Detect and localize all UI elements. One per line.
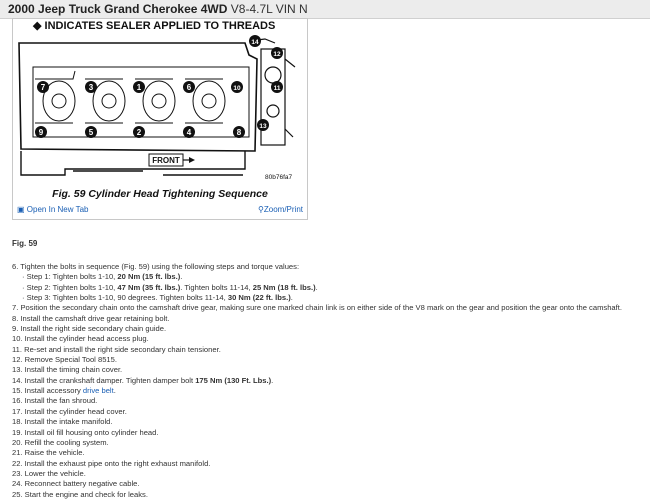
bolt-number: 11 — [273, 85, 281, 92]
step-text: 16. Install the fan shroud. — [12, 396, 98, 406]
procedure-step — [12, 262, 642, 272]
step-text: 9. Install the right side secondary chain guide. — [12, 324, 167, 334]
torque-value: 47 Nm (35 ft. lbs.) — [117, 282, 181, 292]
torque-value: 25 Nm (18 ft. lbs.) — [252, 282, 316, 292]
step-text: . — [290, 293, 293, 303]
step-text: 7. Position the secondary chain onto the camshaft drive gear, making sure one marked chain link is on either side of the V8 mark on the gear and position the gear onto the camshaft. — [12, 303, 622, 313]
procedure-step — [12, 428, 642, 438]
bolt-number: 10 — [233, 85, 241, 92]
bolt-number: 2 — [136, 128, 142, 137]
bolt-number: 7 — [40, 83, 46, 92]
page-header — [0, 0, 650, 19]
bolt-number: 6 — [186, 83, 192, 92]
step-text: 21. Raise the vehicle. — [12, 448, 85, 458]
step-text: 12. Remove Special Tool 8515. — [12, 355, 117, 365]
torque-value: 20 Nm (15 ft. lbs.) — [117, 272, 181, 282]
front-arrow — [149, 154, 195, 166]
step-text: 25. Start the engine and check for leaks. — [12, 489, 148, 499]
procedure-step — [12, 490, 642, 500]
procedure-step — [12, 334, 642, 344]
procedure-step — [12, 386, 642, 396]
bolt-number: 1 — [136, 83, 142, 92]
step-text: 11. Re-set and install the right side secondary chain tensioner. — [12, 344, 221, 354]
procedure-step — [12, 448, 642, 458]
sub-step — [12, 272, 642, 282]
procedure-step — [12, 303, 642, 313]
bolt-number: 14 — [251, 39, 259, 46]
step-text: . Tighten bolts 11-14, — [180, 282, 253, 292]
torque-value: 30 Nm (22 ft. lbs.) — [227, 293, 291, 303]
step-text: 13. Install the timing chain cover. — [12, 365, 123, 375]
bolt-number: 12 — [273, 51, 281, 58]
zoom-print-link[interactable] — [258, 205, 303, 214]
bolt-number: 5 — [88, 128, 94, 137]
procedure-step — [12, 396, 642, 406]
step-text: 17. Install the cylinder head cover. — [12, 406, 127, 416]
step-text: . — [113, 386, 116, 396]
bolt-number: 9 — [38, 128, 44, 137]
figure-caption: Fig. 59 Cylinder Head Tightening Sequence — [52, 188, 268, 200]
procedure-step — [12, 438, 642, 448]
step-text: 15. Install accessory — [12, 386, 83, 396]
procedure-step — [12, 365, 642, 375]
bolt-number: 8 — [236, 128, 242, 137]
step-text: 24. Reconnect battery negative cable. — [12, 479, 140, 489]
procedure-step — [12, 469, 642, 479]
procedure-step — [12, 376, 642, 386]
step-text: . — [315, 282, 318, 292]
torque-value: 175 Nm (130 Ft. Lbs.) — [195, 375, 272, 385]
step-text: 22. Install the exhaust pipe onto the right exhaust manifold. — [12, 458, 211, 468]
step-text: 10. Install the cylinder head access plug. — [12, 334, 149, 344]
drive-belt-link[interactable]: drive belt — [82, 386, 114, 396]
open-tab-label: Open In New Tab — [26, 205, 89, 214]
procedure-step — [12, 355, 642, 365]
bolt-number: 13 — [259, 123, 267, 130]
step-text: · Step 3: Tighten bolts 1-10, 90 degrees. Tighten bolts 11-14, — [22, 293, 228, 303]
zoom-label: Zoom/Print — [263, 205, 303, 214]
procedure-step — [12, 417, 642, 427]
figure-code: 80b76fa7 — [265, 174, 293, 181]
engine-subtitle: V8-4.7L VIN N — [230, 2, 308, 16]
bolt-number: 4 — [186, 128, 192, 137]
procedure-step — [12, 459, 642, 469]
step-text: 14. Install the crankshaft damper. Tighten damper bolt — [12, 375, 196, 385]
procedure-step — [12, 324, 642, 334]
cylinder-head-diagram — [13, 19, 307, 203]
step-text: · Step 2: Tighten bolts 1-10, — [22, 282, 118, 292]
open-in-new-tab-link[interactable] — [17, 205, 88, 214]
step-text: 8. Install the camshaft drive gear retaining bolt. — [12, 313, 170, 323]
step-text: . — [271, 375, 274, 385]
sub-step — [12, 293, 642, 303]
procedure-step — [12, 479, 642, 489]
page-title — [8, 2, 308, 16]
sealer-note: ◆ INDICATES SEALER APPLIED TO THREADS — [33, 20, 276, 32]
figure-card — [12, 18, 308, 220]
sub-step — [12, 283, 642, 293]
step-text: 20. Refill the cooling system. — [12, 437, 109, 447]
vehicle-title: 2000 Jeep Truck Grand Cherokee 4WD — [8, 2, 228, 16]
bolt-number: 3 — [88, 83, 94, 92]
procedure-step — [12, 407, 642, 417]
procedure-steps — [12, 262, 642, 500]
step-text: . — [180, 272, 183, 282]
step-text: 18. Install the intake manifold. — [12, 417, 113, 427]
step-text: · Step 1: Tighten bolts 1-10, — [22, 272, 118, 282]
figure-label: Fig. 59 — [12, 239, 38, 248]
step-text: 6. Tighten the bolts in sequence (Fig. 59) using the following steps and torque values: — [12, 262, 300, 271]
step-text: 23. Lower the vehicle. — [12, 468, 86, 478]
external-link-icon: ▣ — [17, 205, 25, 214]
procedure-step — [12, 314, 642, 324]
step-text: 19. Install oil fill housing onto cylinder head. — [12, 427, 159, 437]
front-label: FRONT — [152, 156, 180, 165]
figure-footer — [13, 203, 307, 219]
zoom-icon: ⚲ — [258, 205, 264, 214]
procedure-step — [12, 345, 642, 355]
